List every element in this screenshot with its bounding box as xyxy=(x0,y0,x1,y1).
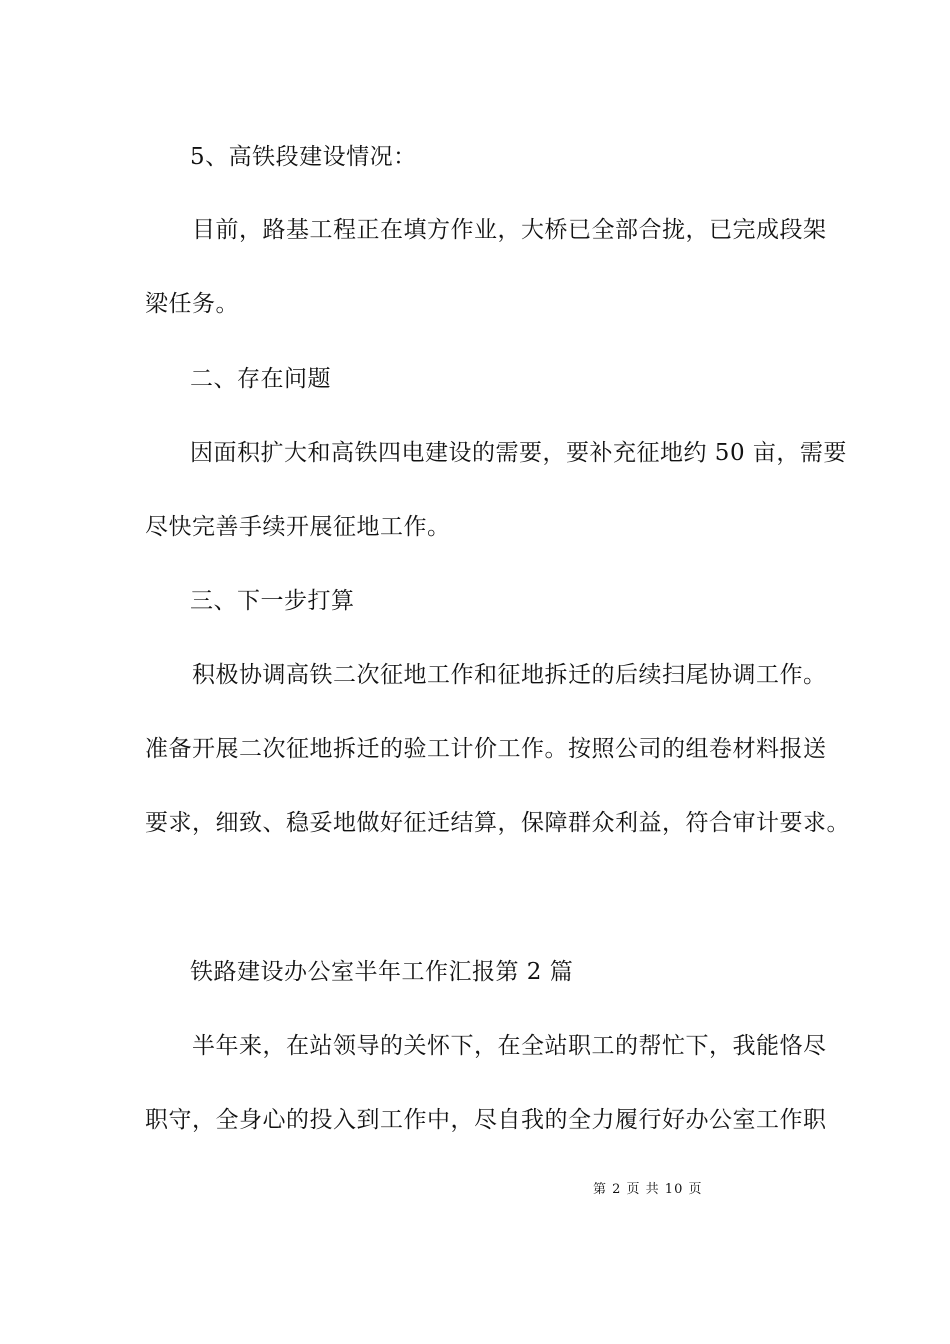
paragraph-line: 因面积扩大和高铁四电建设的需要，要补充征地约 50 亩，需要 xyxy=(190,440,847,466)
section-heading-next-steps: 三、下一步打算 xyxy=(190,588,355,614)
paragraph-line: 目前，路基工程正在填方作业，大桥已全部合拢，已完成段架 xyxy=(192,217,827,243)
paragraph-line: 要求，细致、稳妥地做好征迁结算，保障群众利益，符合审计要求。 xyxy=(145,810,850,836)
article-title: 铁路建设办公室半年工作汇报第 2 篇 xyxy=(190,959,574,985)
page-number-footer: 第 2 页 共 10 页 xyxy=(593,1182,703,1197)
paragraph-line: 半年来，在站领导的关怀下，在全站职工的帮忙下，我能恪尽 xyxy=(192,1033,827,1059)
paragraph-line: 准备开展二次征地拆迁的验工计价工作。按照公司的组卷材料报送 xyxy=(145,736,827,762)
section-heading-issues: 二、存在问题 xyxy=(190,366,331,392)
paragraph-line: 职守，全身心的投入到工作中，尽自我的全力履行好办公室工作职 xyxy=(145,1107,827,1133)
paragraph-line: 尽快完善手续开展征地工作。 xyxy=(145,514,451,540)
paragraph-line: 梁任务。 xyxy=(145,291,239,317)
section-heading-5: 5、高铁段建设情况： xyxy=(190,144,417,170)
paragraph-line: 积极协调高铁二次征地工作和征地拆迁的后续扫尾协调工作。 xyxy=(192,662,827,688)
